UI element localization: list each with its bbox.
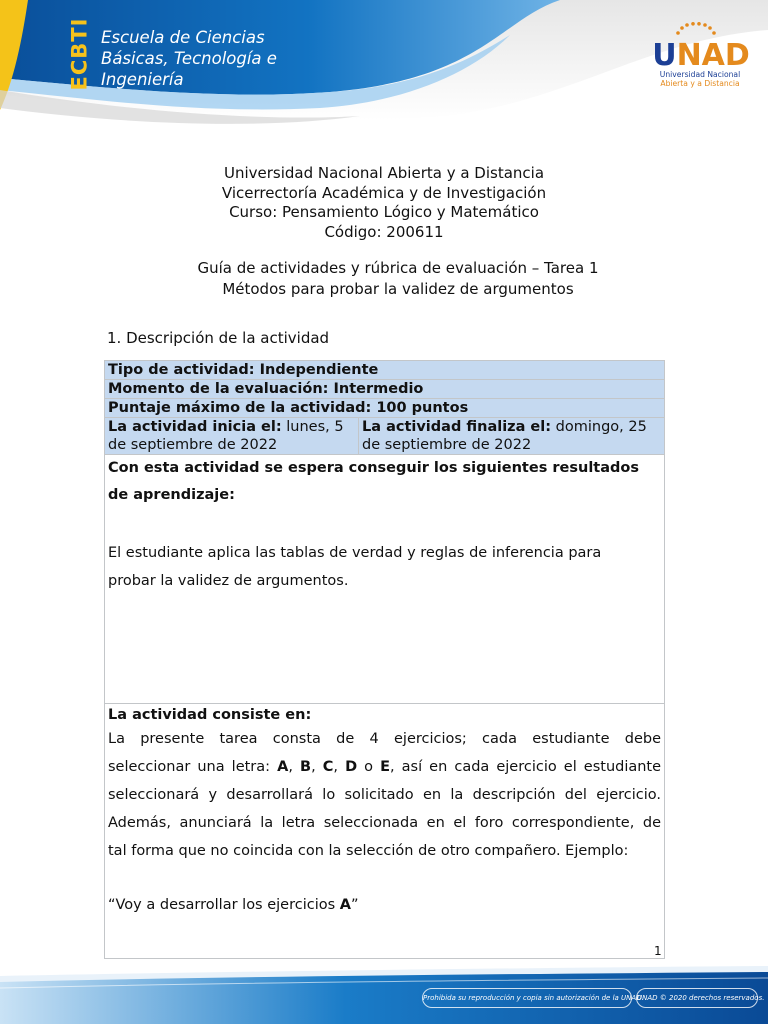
title-line: Universidad Nacional Abierta y a Distancia xyxy=(223,164,545,182)
table-row xyxy=(105,361,665,380)
title-line: Vicerrectoría Académica y de Investigación xyxy=(221,183,547,202)
letter-option: A xyxy=(277,759,289,775)
learning-results-text: probar la validez de argumentos. xyxy=(108,573,349,589)
copyright-notice: Prohibida su reproducción y copia sin autorización de la UNAD. xyxy=(422,988,632,1008)
text-span: ” xyxy=(351,897,359,913)
letter-option: A xyxy=(339,897,352,913)
learning-results-cell xyxy=(105,455,665,704)
guide-title-line: Métodos para probar la validez de argumentos xyxy=(222,280,574,298)
start-date-label: La actividad inicia el: xyxy=(108,419,282,435)
activity-type-cell: Tipo de actividad: Independiente xyxy=(105,361,665,380)
table-row xyxy=(105,704,665,959)
text-span: o xyxy=(357,759,381,775)
table-row xyxy=(105,455,665,704)
document-title xyxy=(0,164,768,242)
guide-title xyxy=(14,258,782,300)
table-row xyxy=(105,399,665,418)
end-date-label: La actividad finaliza el: xyxy=(362,419,552,435)
letter-option: C xyxy=(322,759,334,775)
text-span: seleccionar una letra: xyxy=(108,759,278,775)
activity-description-line xyxy=(108,753,661,781)
activity-description-line: tal forma que no coincida con la selección de otro compañero. Ejemplo: xyxy=(108,843,629,859)
start-date-cell xyxy=(105,418,359,455)
svg-text:UNAD xyxy=(652,38,750,73)
letter-option: B xyxy=(300,759,312,775)
text-span: , xyxy=(333,759,346,775)
learning-results-heading: Con esta actividad se espera conseguir los siguientes resultados xyxy=(108,460,639,476)
school-name-line: Escuela de Ciencias xyxy=(101,28,265,47)
text-span: , xyxy=(311,759,323,775)
activity-description-line: Además, anunciará la letra seleccionada en el foro correspondiente, de xyxy=(108,815,662,831)
activity-description-heading: La actividad consiste en: xyxy=(108,707,312,723)
ecbti-text: ECBTI xyxy=(67,17,91,91)
end-date-value: domingo, 25 xyxy=(551,419,647,435)
activity-description-line: seleccionará y desarrollará lo solicitado en la descripción del ejercicio. xyxy=(108,787,662,803)
school-name-line: Ingeniería xyxy=(101,70,184,89)
start-date-value: lunes, 5 xyxy=(281,419,344,435)
title-line: Curso: Pensamiento Lógico y Matemático xyxy=(229,203,539,221)
start-date-value: de septiembre de 2022 xyxy=(108,437,278,453)
header-banner xyxy=(0,0,768,150)
school-name xyxy=(101,27,301,90)
learning-results-heading: de aprendizaje: xyxy=(108,487,235,503)
text-span: , xyxy=(288,759,300,775)
table-row xyxy=(105,380,665,399)
unad-logo-caption: Universidad Nacional xyxy=(659,70,741,79)
unad-logo-nad: NAD xyxy=(676,38,750,73)
learning-results-text: El estudiante aplica las tablas de verdad y reglas de inferencia para xyxy=(108,545,602,561)
text-span: , así en cada ejercicio el estudiante xyxy=(390,759,662,775)
unad-logo-caption: Abierta y a Distancia xyxy=(660,79,740,88)
activity-example xyxy=(108,891,661,919)
activity-description-line: La presente tarea consta de 4 ejercicios; cada estudiante debe xyxy=(108,731,662,747)
end-date-cell xyxy=(359,418,665,455)
unad-logo xyxy=(652,22,750,92)
evaluation-moment-cell: Momento de la evaluación: Intermedio xyxy=(105,380,665,399)
rights-notice: UNAD © 2020 derechos reservados. xyxy=(636,988,758,1008)
ecbti-logo xyxy=(62,18,96,90)
text-span: “Voy a desarrollar los ejercicios xyxy=(108,897,340,913)
unad-logo-u: U xyxy=(652,38,677,73)
page-number: 1 xyxy=(654,944,662,958)
activity-description-cell xyxy=(105,704,665,959)
max-score-cell: Puntaje máximo de la actividad: 100 puntos xyxy=(105,399,665,418)
school-name-line: Básicas, Tecnología e xyxy=(101,49,277,68)
unad-logo-mark xyxy=(652,22,750,73)
section-heading: 1. Descripción de la actividad xyxy=(107,329,330,347)
letter-option: D xyxy=(345,759,358,775)
letter-option: E xyxy=(380,759,390,775)
table-row xyxy=(105,418,665,455)
title-line: Código: 200611 xyxy=(324,222,444,241)
activity-table xyxy=(104,360,665,959)
guide-title-line: Guía de actividades y rúbrica de evaluación – Tarea 1 xyxy=(197,259,599,277)
end-date-value: de septiembre de 2022 xyxy=(362,437,532,453)
footer-banner xyxy=(0,966,768,1024)
